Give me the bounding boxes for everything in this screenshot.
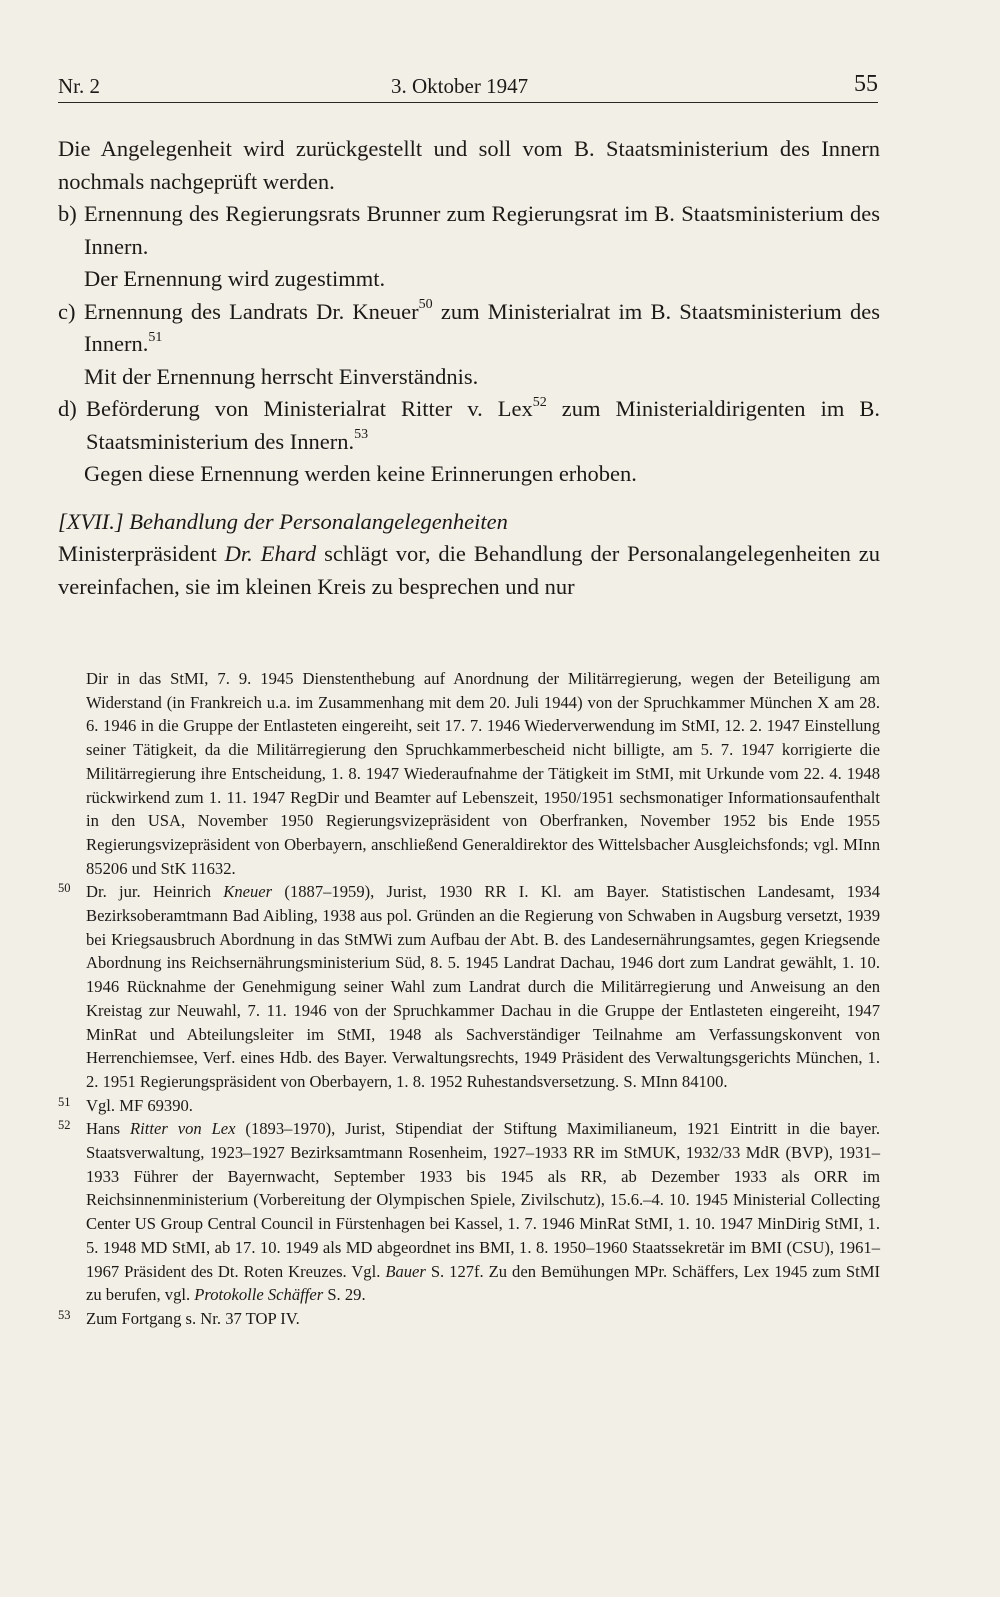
item-text: Beförderung von Ministerialrat Ritter v. Lex$^{52}$ zum Ministerialdirigenten im B. Staatsministerium des Innern.$^{53}$ bbox=[86, 394, 881, 454]
person-name: Dr. Ehard bbox=[224, 541, 317, 566]
footnote-53: 53 Zum Fortgang s. Nr. 37 TOP IV. bbox=[58, 1307, 880, 1331]
agenda-item-d bbox=[58, 393, 880, 458]
item-result: Mit der Ernennung herrscht Einverständnis. bbox=[84, 363, 479, 389]
running-header bbox=[58, 68, 878, 103]
item-label: b) bbox=[58, 201, 77, 226]
footnote-ref: 53 bbox=[354, 427, 369, 442]
main-text bbox=[58, 133, 880, 603]
footnotes bbox=[58, 667, 880, 1331]
paragraph-deferred: Die Angelegenheit wird zurückgestellt und soll vom B. Staatsministerium des Innern nochmals nachgeprüft werden. bbox=[58, 136, 880, 194]
footnote-number: 53 bbox=[58, 1307, 71, 1322]
issue-number: Nr. 2 bbox=[58, 74, 100, 98]
section-heading: [XVII.] Behandlung der Personalangelegenheiten bbox=[58, 508, 508, 534]
agenda-item-c bbox=[58, 296, 880, 361]
agenda-item-b bbox=[58, 198, 880, 263]
footnote-50: 50 Dr. jur. Heinrich Kneuer (1887–1959), Jurist, 1930 RR I. Kl. am Bayer. Statistischen Landesamt, 1934 Bezirksoberamtmann Bad Aibling, 1938 aus pol. Gründen an die Regierung von Schwaben in Augsburg versetzt, 1939 bei Kriegsausbruch Abordnung in das StMWi zum Aufbau der Abt. B. des Landesernährungsamtes, gegen Kriegsende Abordnung ins Reichsernährungsministerium Süd, 8. 5. 1945 Landrat Dachau, 1946 dort zum Landrat gewählt, 1. 10. 1946 Rücknahme der Genehmigung seiner Wahl zum Landrat durch die Militärregierung und Anweisung an den Kreistag zur Neuwahl, 7. 11. 1946 von der Spruchkammer Dachau in die Gruppe der Entlasteten eingereiht, 1947 MinRat und Abteilungsleiter im StMI, 1948 als Sachverständiger Teilnahme am Verfassungskonvent von Herrenchiemsee, Verf. eines Hdb. des Bayer. Verwaltungsrechts, 1949 Präsident des Verwaltungsgerichts München, 1. 2. 1951 Regierungspräsident von Oberbayern, 1. 8. 1952 Ruhestandsversetzung. S. MInn 84100. bbox=[58, 880, 880, 1093]
footnote-ref: 50 bbox=[418, 297, 433, 312]
footnote-continuation: Dir in das StMI, 7. 9. 1945 Dienstenthebung auf Anordnung der Militärregierung, wegen der Beteiligung am Widerstand (in Frankreich u.a. im Zusammenhang mit dem 20. Juli 1944) von der Spruchkammer München X am 28. 6. 1946 in die Gruppe der Entlasteten eingereiht, seit 17. 7. 1946 Wiederverwendung im StMI, 12. 2. 1947 Einstellung seiner Tätigkeit, da die Militärregierung den Spruchkammerbescheid nicht billigte, am 5. 7. 1947 korrigierte die Militärregierung ihre Entscheidung, 1. 8. 1947 Wiederaufnahme der Tätigkeit im StMI, mit Urkunde vom 22. 4. 1948 rückwirkend zum 1. 11. 1947 RegDir und Beamter auf Lebenszeit, 1950/1951 sechsmonatiger Informationsaufenthalt in den USA, November 1950 Regierungsvizepräsident von Oberfranken, November 1952 bis Ende 1955 Regierungsvizepräsident von Oberbayern, anschließend Generaldirektor des Wittelsbacher Ausgleichsfonds; vgl. MInn 85206 und StK 11632. bbox=[86, 669, 880, 878]
header-date: 3. Oktober 1947 bbox=[391, 74, 529, 98]
item-result: Der Ernennung wird zugestimmt. bbox=[84, 266, 386, 291]
footnote-51: 51 Vgl. MF 69390. bbox=[58, 1094, 880, 1118]
page-number: 55 bbox=[854, 71, 878, 97]
footnote-ref: 52 bbox=[532, 394, 547, 410]
item-label: d) bbox=[58, 396, 77, 421]
item-result: Gegen diese Ernennung werden keine Erinnerungen erhoben. bbox=[84, 461, 637, 486]
footnote-52: 52 Hans Ritter von Lex (1893–1970), Jurist, Stipendiat der Stiftung Maximilianeum, 1921 Eintritt in die bayer. Staatsverwaltung, 1923–1927 Bezirksamtmann Rosenheim, 1927–1933 RR im StMUK, 1932/33 MdR (BVP), 1931–1933 Führer der Bayernwacht, September 1933 bis 1945 als RR, ab Dezember 1933 als ORR im Reichsinnenministerium (Vorbereitung der Olympischen Spiele, Zivilschutz), 15.6.–4. 10. 1945 Ministerial Collecting Center US Group Central Council in Fürstenhagen bei Kassel, 1. 7. 1946 MinRat StMI, 1. 10. 1947 MinDirig StMI, 1. 5. 1948 MD StMI, ab 17. 10. 1949 als MD abgeordnet ins BMI, 1. 8. 1950–1960 Staatssekretär im BMI (CSU), 1961–1967 Präsident des Dt. Roten Kreuzes. Vgl. Bauer S. 127f. Zu den Bemühungen MPr. Schäffers, Lex 1945 zum StMI zu berufen, vgl. Protokolle Schäffer S. 29. bbox=[58, 1117, 880, 1307]
item-text: Ernennung des Landrats Dr. Kneuer$^{50}$ zum Ministerialrat im B. Staatsministerium des Innern.$^{51}$ bbox=[84, 297, 880, 356]
item-label: c) bbox=[58, 298, 76, 324]
item-text: Ernennung des Regierungsrats Brunner zum Regierungsrat im B. Staatsministerium des Innern. bbox=[84, 201, 880, 259]
footnote-number: 51 bbox=[58, 1094, 71, 1109]
footnote-number: 52 bbox=[58, 1118, 71, 1133]
footnote-number: 50 bbox=[58, 881, 71, 896]
paragraph-ehard: Ministerpräsident Dr. Ehard schlägt vor, die Behandlung der Personalangelegenheiten zu vereinfachen, sie im kleinen Kreis zu besprechen und nur bbox=[58, 541, 880, 599]
footnote-ref: 51 bbox=[148, 329, 163, 345]
